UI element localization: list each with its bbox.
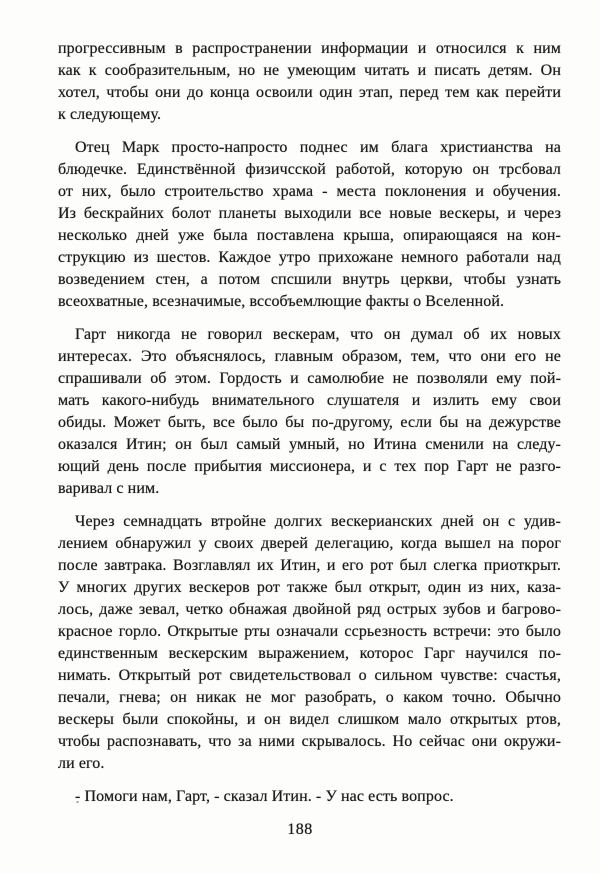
text-line: струкцию из шестов. Каждое утро прихожане немного работали над <box>58 249 561 266</box>
text-line: оказался Итин; он был самый умный, но Итина сменили на следу- <box>58 436 561 453</box>
dialogue-paragraph <box>58 786 561 808</box>
text-line: печали, гнева; он никак не мог разобрать, о каком точно. Обычно <box>58 689 561 706</box>
text-line: ли его. <box>58 755 105 772</box>
text-line: чтобы распознавать, что за ними скрывалось. Но сейчас они окружи- <box>58 733 561 750</box>
text-line: прогрессивным в распространении информации и относился к ним <box>58 40 561 57</box>
text-line: единственным вескерским выражением, которос Гарг научился по- <box>58 645 561 662</box>
paragraph <box>58 38 561 126</box>
text-line: обиды. Может быть, все было бы по-другому, если бы на дежурстве <box>58 414 561 431</box>
text-line: возведением стен, а потом спсшили внутрь церкви, чтобы узнать <box>58 271 561 288</box>
paragraph <box>58 137 561 313</box>
text-line: Гарт никогда не говорил вескерам, что он думал об их новых <box>75 326 561 343</box>
text-line: Из бескрайних болот планеты выходили все новые вескеры, и через <box>58 205 561 222</box>
text-line: лением обнаружил у своих дверей делегацию, когда вышел на порог <box>58 535 561 552</box>
text-line: мать какого-нибудь внимательного слушателя и излить ему свои <box>58 392 561 409</box>
text-line: Через семнадцать втройне долгих вескерианских дней он с удив- <box>75 513 561 530</box>
text-line: лось, даже зевал, четко обнажая двойной ряд острых зубов и багрово- <box>58 601 561 618</box>
text-line: всеохватные, всезначимые, вссобъемлющие факты о Вселенной. <box>58 293 505 310</box>
scan-speck <box>76 801 79 803</box>
text-line: ющий день после прибытия миссионера, и с тех пор Гарт не разго- <box>58 458 561 475</box>
text-line: варивал с ним. <box>58 480 160 497</box>
text-line: интересах. Это объяснялось, главным образом, тем, что они его не <box>58 348 561 365</box>
text-line: красное горло. Открытые рты означали ссрьезность встречи: это было <box>58 623 561 640</box>
text-line: как к сообразительным, но не умеющим читать и писать детям. Он <box>58 62 561 79</box>
text-line: У многих других вескеров рот также был открыт, один из них, каза- <box>58 579 561 596</box>
page-text <box>58 38 561 819</box>
text-line: - Помоги нам, Гарт, - сказал Итин. - У нас есть вопрос. <box>75 788 454 805</box>
text-line: к следующему. <box>58 106 162 123</box>
text-line: от них, было строительство храма - места поклонения и обучения. <box>58 183 561 200</box>
text-line: спрашивали об этом. Гордость и самолюбие не позволяли ему пой- <box>58 370 561 387</box>
paragraph <box>58 511 561 775</box>
paragraph <box>58 324 561 500</box>
text-line: хотел, чтобы они до конца освоили один этап, перед тем как перейти <box>58 84 561 101</box>
page-number: 188 <box>287 821 313 838</box>
text-line: после завтрака. Возглавлял их Итин, и его рот был слегка приоткрыт. <box>58 557 561 574</box>
text-line: блюдечке. Единствённой физичсской работой, которую он трсбовал <box>58 161 561 178</box>
text-line: несколько дней уже была поставлена крыша, опирающаяся на кон- <box>58 227 561 244</box>
text-line: Отец Марк просто-напросто поднес им блага христианства на <box>75 139 561 156</box>
text-line: вескеры были спокойны, и он видел слишком мало открытых ртов, <box>58 711 561 728</box>
text-line: нимать. Открытый рот свидетельствовал о сильном чувстве: счастья, <box>58 667 561 684</box>
